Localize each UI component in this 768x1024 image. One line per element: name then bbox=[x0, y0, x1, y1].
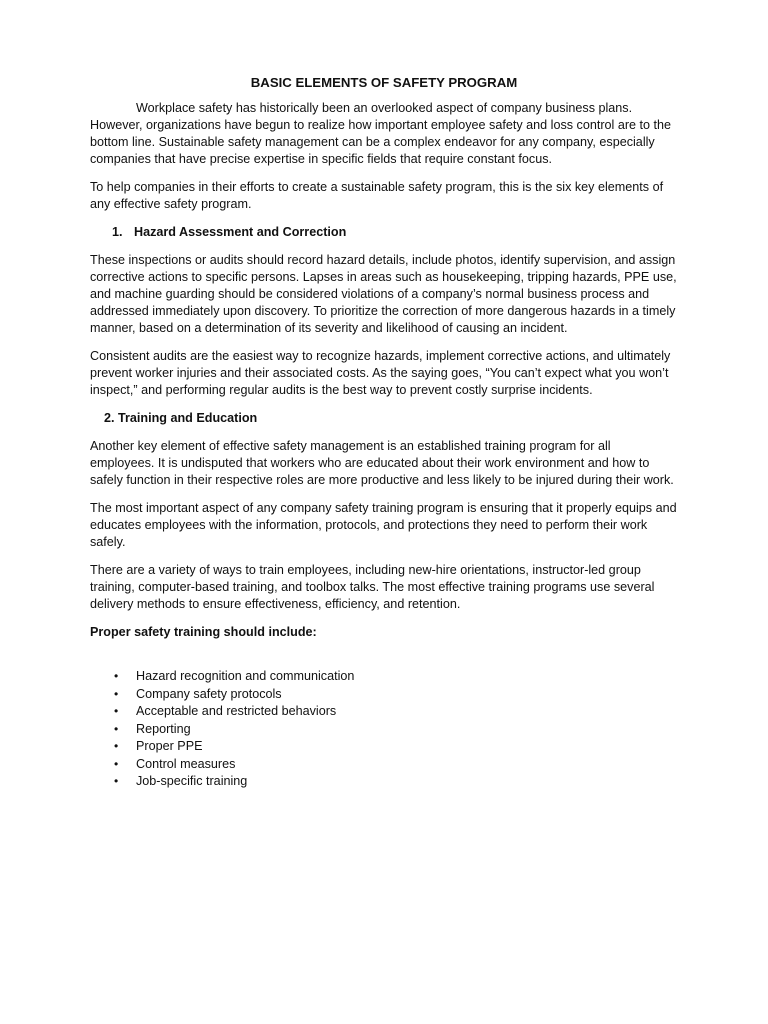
body-paragraph: These inspections or audits should record hazard details, include photos, identify supervision, and assign corrective actions to specific persons. Lapses in areas such as housekeeping, tripping hazards, PPE use, and machine guarding should be considered violations of a company’s normal business process and addressed immediately upon discovery. To prioritize the correction of more dangerous hazards in a timely manner, based on a determination of its severity and likelihood of causing an incident. bbox=[90, 253, 677, 335]
bullet-icon: • bbox=[114, 704, 119, 718]
bullet-icon: • bbox=[114, 721, 119, 736]
body-paragraph: Consistent audits are the easiest way to recognize hazards, implement corrective actions, and ultimately prevent worker injuries and their associated costs. As the saying goes, “You can’t expect what you won’t inspect,” and performing regular audits is the best way to prevent costly surprise incidents. bbox=[90, 349, 671, 397]
list-item bbox=[114, 686, 678, 704]
section-heading-hazard-assessment bbox=[90, 224, 678, 241]
bullet-icon: • bbox=[114, 756, 119, 771]
intro-paragraph: To help companies in their efforts to create a sustainable safety program, this is the six key elements of any effective safety program. bbox=[90, 180, 664, 211]
intro-paragraph: Workplace safety has historically been an overlooked aspect of company business plans. However, organizations have begun to realize how important employee safety and loss control are to the bottom line. Sustainable safety management can be a complex endeavor for any company, especially companies that have precise expertise in specific fields that require constant focus. bbox=[90, 101, 672, 166]
list-item bbox=[114, 668, 678, 686]
section-heading-text: Hazard Assessment and Correction bbox=[134, 225, 347, 239]
list-item-text: Reporting bbox=[136, 721, 191, 736]
body-paragraph: There are a variety of ways to train employees, including new-hire orientations, instructor-led group training, computer-based training, and toolbox talks. The most effective training programs use several delivery methods to ensure effectiveness, efficiency, and retention. bbox=[90, 563, 655, 611]
list-item-text: Hazard recognition and communication bbox=[136, 669, 355, 683]
list-item bbox=[114, 756, 678, 774]
list-item bbox=[114, 721, 678, 739]
body-paragraph: Another key element of effective safety management is an established training program for all employees. It is undisputed that workers who are educated about their work environment and how to safely function in their respective roles are more productive and less likely to be injured during their work. bbox=[90, 439, 674, 487]
list-item-text: Control measures bbox=[136, 756, 236, 771]
document-title: BASIC ELEMENTS OF SAFETY PROGRAM bbox=[250, 75, 518, 90]
bullet-icon: • bbox=[114, 774, 119, 788]
list-item-text: Acceptable and restricted behaviors bbox=[136, 704, 337, 718]
training-list-lead: Proper safety training should include: bbox=[90, 625, 317, 639]
body-paragraph: The most important aspect of any company safety training program is ensuring that it properly equips and educates employees with the information, protocols, and protections they need to perform their work safely. bbox=[90, 501, 677, 549]
list-item bbox=[114, 738, 678, 756]
list-item-text: Company safety protocols bbox=[136, 686, 282, 701]
bullet-icon: • bbox=[114, 686, 119, 701]
list-item bbox=[114, 773, 678, 791]
list-item bbox=[114, 703, 678, 721]
bullet-icon: • bbox=[114, 669, 119, 683]
list-item-text: Job-specific training bbox=[136, 774, 248, 788]
section-number: 1. bbox=[112, 225, 123, 239]
section-heading-training: 2. Training and Education bbox=[104, 411, 258, 425]
training-list bbox=[90, 668, 678, 791]
list-item-text: Proper PPE bbox=[136, 739, 203, 753]
bullet-icon: • bbox=[114, 739, 119, 753]
